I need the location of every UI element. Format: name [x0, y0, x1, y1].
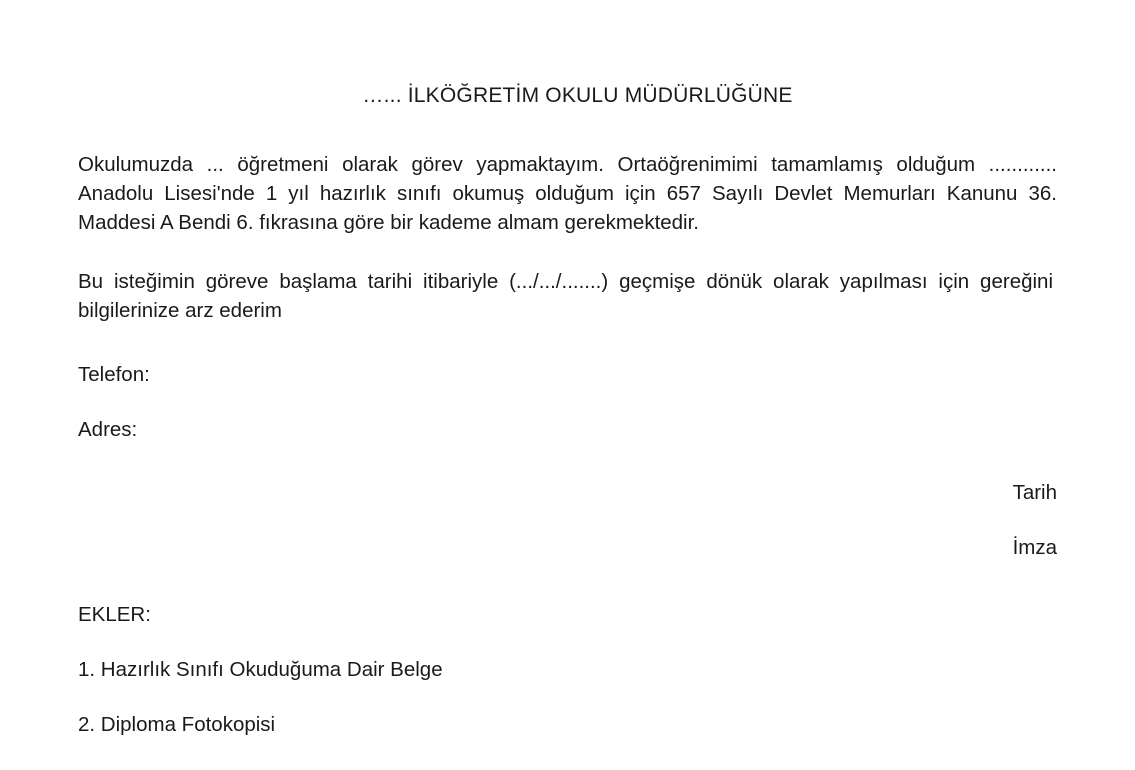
field-telefon: Telefon:	[78, 362, 150, 386]
date-label: Tarih	[1012, 480, 1057, 504]
signature-block	[0, 478, 1135, 562]
field-adres: Adres:	[78, 417, 138, 441]
attachments-section	[0, 600, 1135, 739]
list-item: 2. Diploma Fotokopisi	[78, 713, 276, 737]
page-title: …... İLKÖĞRETİM OKULU MÜDÜRLÜĞÜNE	[362, 84, 793, 107]
signature-label: İmza	[1012, 535, 1057, 559]
list-item: 1. Hazırlık Sınıfı Okuduğuma Dair Belge	[78, 658, 443, 682]
paragraph-request: Okulumuzda ... öğretmeni olarak görev yapmaktayım. Ortaöğrenimimi tamamlamış olduğum ............ Anadolu Lisesi'nde 1 yıl hazırlık sınıfı okumuş olduğum için 657 Sayılı Devlet Memurları Kanunu 36. Maddesi A Bendi 6. fıkrasına göre bir kademe almam gerekmektedir.	[78, 153, 1057, 235]
document-body	[0, 150, 1135, 444]
paragraph-retroactive: Bu isteğimin göreve başlama tarihi itibariyle (.../.../.......) geçmişe dönük olarak yapılması için gereğini bilgilerinize arz ederim	[78, 270, 1053, 323]
attachments-heading: EKLER:	[78, 602, 151, 626]
